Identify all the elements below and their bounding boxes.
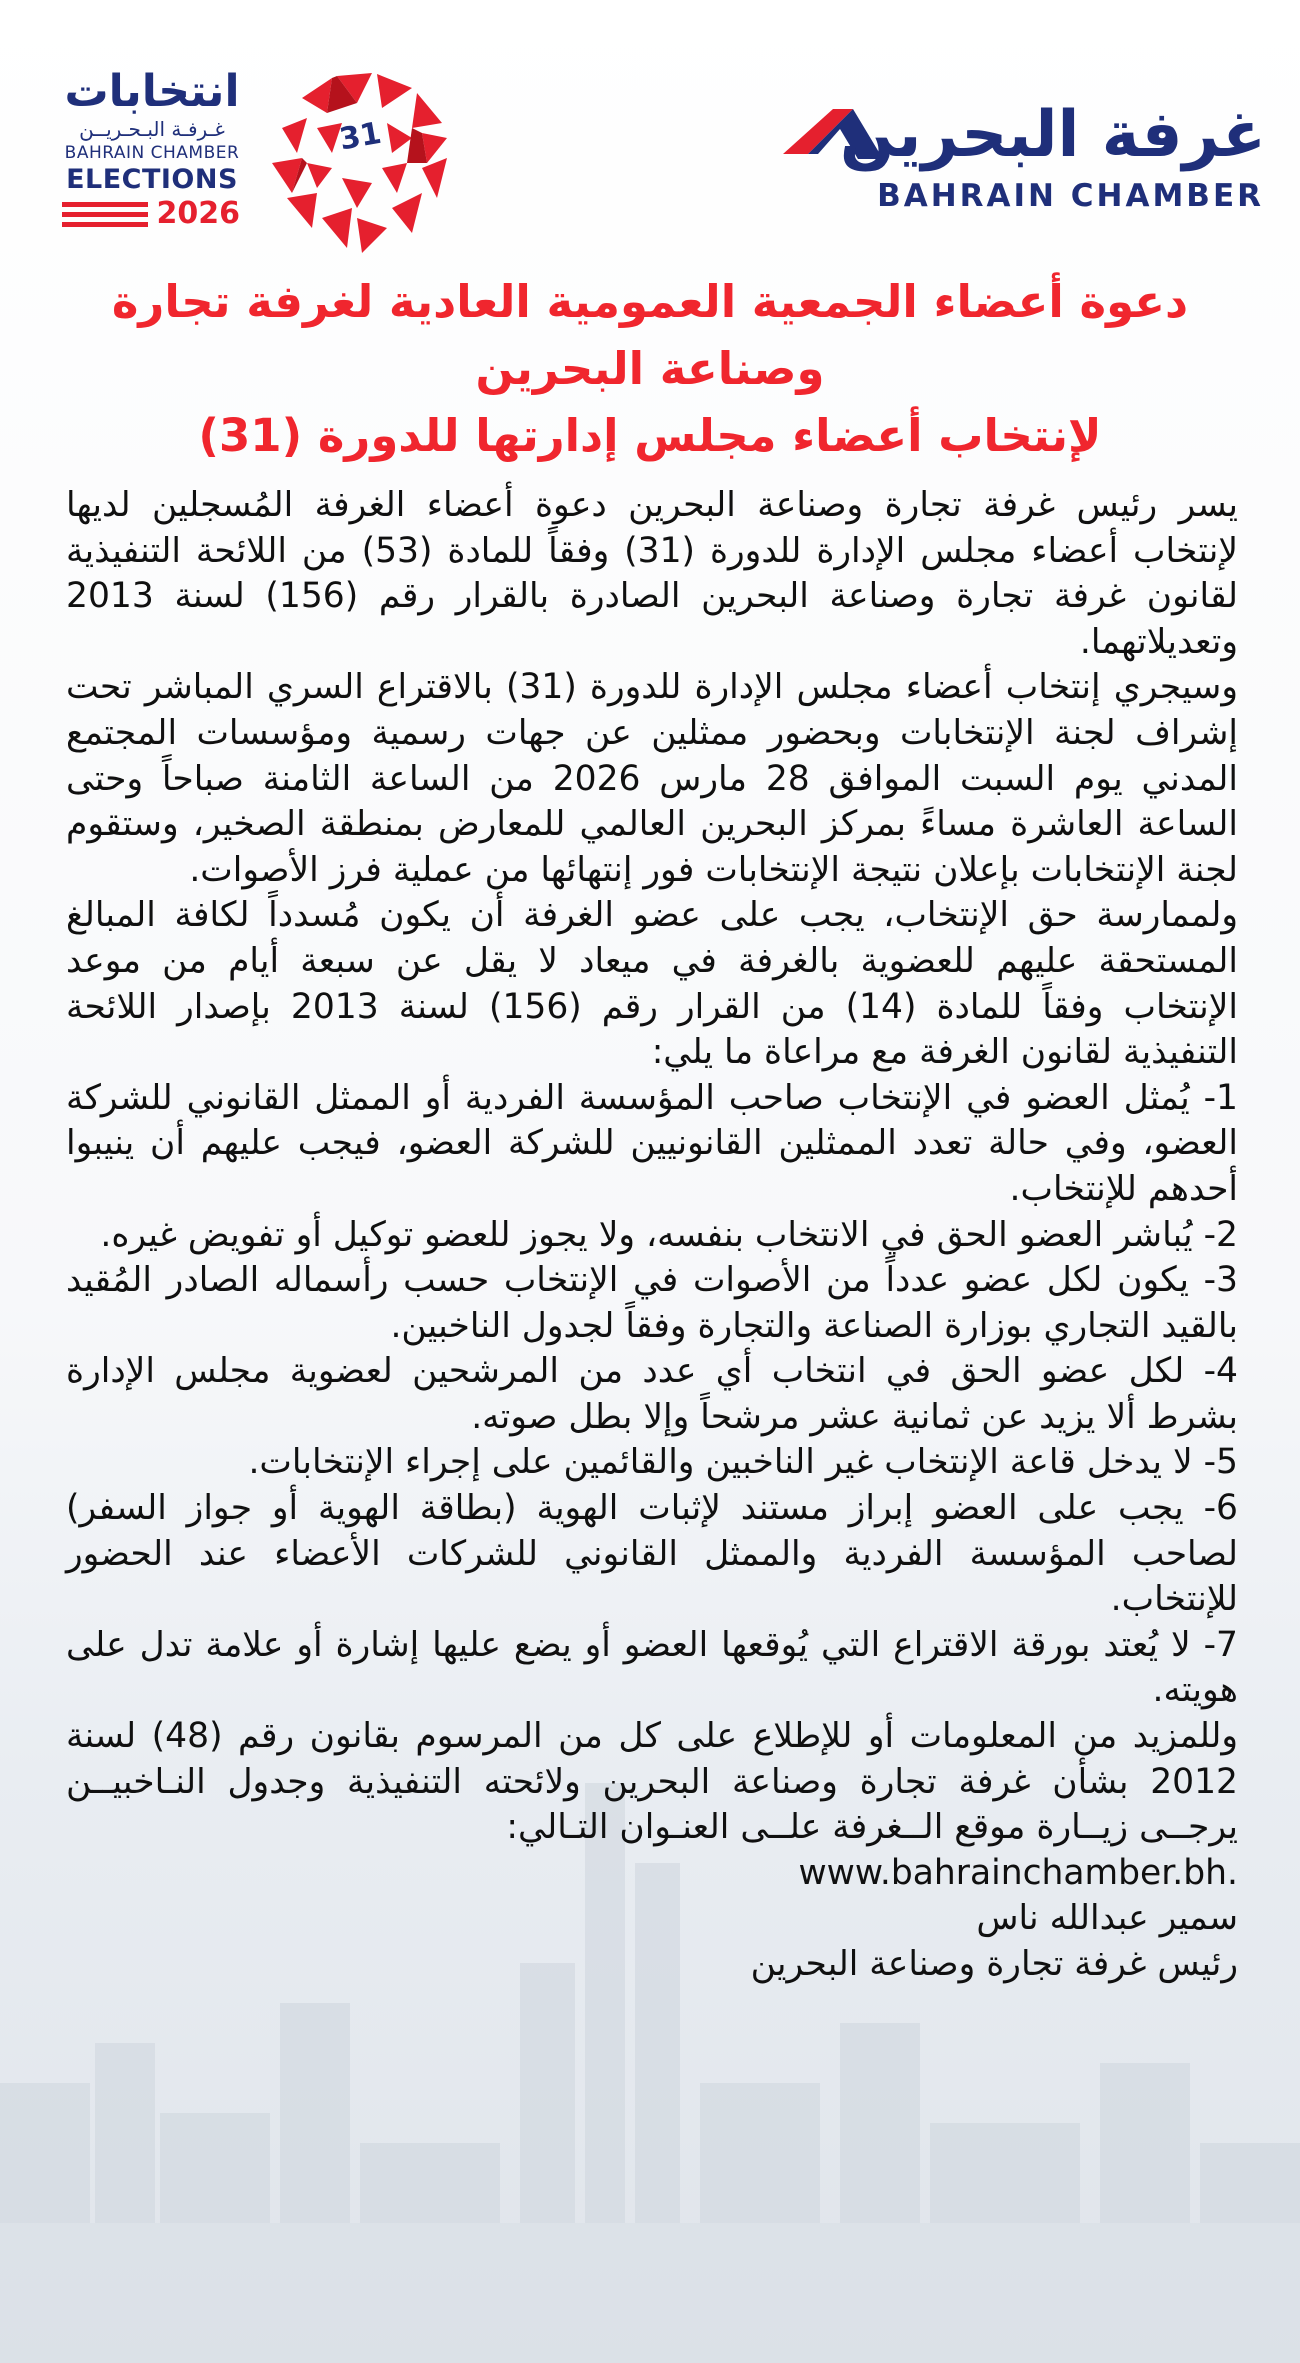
rule-item-2: 2- يُباشر العضو الحق في الانتخاب بنفسه، ولا يجوز للعضو توكيل أو تفويض غيره.	[100, 1214, 1238, 1255]
rule-item-5: 5- لا يدخل قاعة الإنتخاب غير الناخبين والقائمين على إجراء الإنتخابات.	[248, 1442, 1238, 1483]
announcement-body	[66, 483, 1238, 1988]
title-line-3: لإنتخاب أعضاء مجلس إدارتها للدورة (31)	[198, 409, 1102, 462]
paragraph-election-details: وسيجري إنتخاب أعضاء مجلس الإدارة للدورة (31) بالاقتراع السري المباشر تحت إشراف لجنة الإنتخابات وبحضور ممثلين عن جهات رسمية ومؤسسات المجتمع المدني يوم السبت الموافق 28 مارس 2026 من الساعة الثامنة صباحاً وحتى الساعة العاشرة مساءً بمركز البحرين العالمي للمعارض بمنطقة الصخير، وستقوم لجنة الإنتخابات بإعلان نتيجة الإنتخابات فور إنتهائها من عملية فرز الأصوات.	[66, 667, 1238, 890]
elections-year-row	[62, 196, 242, 232]
chamber-english-name: BAHRAIN CHAMBER	[877, 178, 1264, 214]
elections-logo	[62, 68, 462, 258]
elections-emblem-number: 31	[336, 115, 384, 158]
elections-arabic-title: انتخابات	[64, 66, 240, 117]
rule-item-3: 3- يكون لكل عضو عدداً من الأصوات في الإنتخاب حسب رأسماله الصادر المُقيد بالقيد التجاري بوزارة الصناعة والتجارة وفقاً لجدول الناخبين.	[66, 1260, 1238, 1346]
website-link[interactable]: www.bahrainchamber.bh.	[798, 1852, 1238, 1893]
header	[0, 0, 1300, 260]
title-line-2: وصناعة البحرين	[475, 342, 825, 395]
elections-emblem-icon	[262, 68, 452, 258]
title-line-1: دعوة أعضاء الجمعية العمومية العادية لغرفة تجارة	[111, 275, 1189, 328]
rule-item-7: 7- لا يُعتد بورقة الاقتراع التي يُوقعها العضو أو يضع عليها إشارة أو علامة تدل على هويته.	[66, 1624, 1238, 1711]
rule-item-4: 4- لكل عضو الحق في انتخاب أي عدد من المرشحين لعضوية مجلس الإدارة بشرط ألا يزيد عن ثمانية عشر مرشحاً وإلا بطل صوته.	[66, 1351, 1238, 1437]
elections-logo-text	[62, 68, 242, 232]
chamber-arabic-name: غرفة البحرين	[839, 98, 1266, 172]
paragraph-invitation: يسر رئيس غرفة تجارة وصناعة البحرين دعوة أعضاء الغرفة المُسجلين لديها لإنتخاب أعضاء مجلس الإدارة للدورة (31) وفقاً للمادة (53) من اللائحة التنفيذية لقانون غرفة تجارة وصناعة البحرين الصادرة بالقرار رقم (156) لسنة 2013 وتعديلاتهما.	[66, 485, 1238, 662]
rule-item-1: 1- يُمثل العضو في الإنتخاب صاحب المؤسسة الفردية أو الممثل القانوني للشركة العضو، وفي حالة تعدد الممثلين القانونيين للشركة العضو، فيجب عليهم أن ينيبوا أحدهم للإنتخاب.	[66, 1077, 1238, 1209]
bahrain-chamber-logo	[778, 100, 1278, 220]
rule-item-6: 6- يجب على العضو إبراز مستند لإثبات الهوية (بطاقة الهوية أو جواز السفر) لصاحب المؤسسة الفردية والممثل القانوني للشركات الأعضاء عند الحضور للإنتخاب.	[66, 1488, 1238, 1620]
elections-year: 2026	[156, 196, 240, 231]
paragraph-more-info: وللمزيد من المعلومات أو للإطلاع على كل من المرسوم بقانون رقم (48) لسنة 2012 بشأن غرفة تجارة وصناعة البحرين ولائحته التنفيذية وجدول النـاخبيــن يرجــى زيــارة موقع الــغرفة علــى العنـوان التـالي:	[66, 1716, 1238, 1848]
elections-english-line2: ELECTIONS	[66, 164, 238, 195]
announcement-title	[40, 268, 1260, 469]
signatory-title: رئيس غرفة تجارة وصناعة البحرين	[750, 1944, 1238, 1984]
paragraph-voting-eligibility: ولممارسة حق الإنتخاب، يجب على عضو الغرفة أن يكون مُسدداً لكافة المبالغ المستحقة عليهم للعضوية بالغرفة في ميعاد لا يقل عن سبعة أيام من موعد الإنتخاب وفقاً للمادة (14) من القرار رقم (156) لسنة 2013 بإصدار اللائحة التنفيذية لقانون الغرفة مع مراعاة ما يلي:	[66, 895, 1238, 1073]
elections-english-line1: BAHRAIN CHAMBER	[64, 143, 240, 163]
signatory-name: سمير عبدالله ناس	[976, 1898, 1238, 1939]
elections-arabic-subtitle: غـرفـة البـحـريــن	[79, 117, 225, 141]
elections-red-lines	[62, 202, 148, 232]
